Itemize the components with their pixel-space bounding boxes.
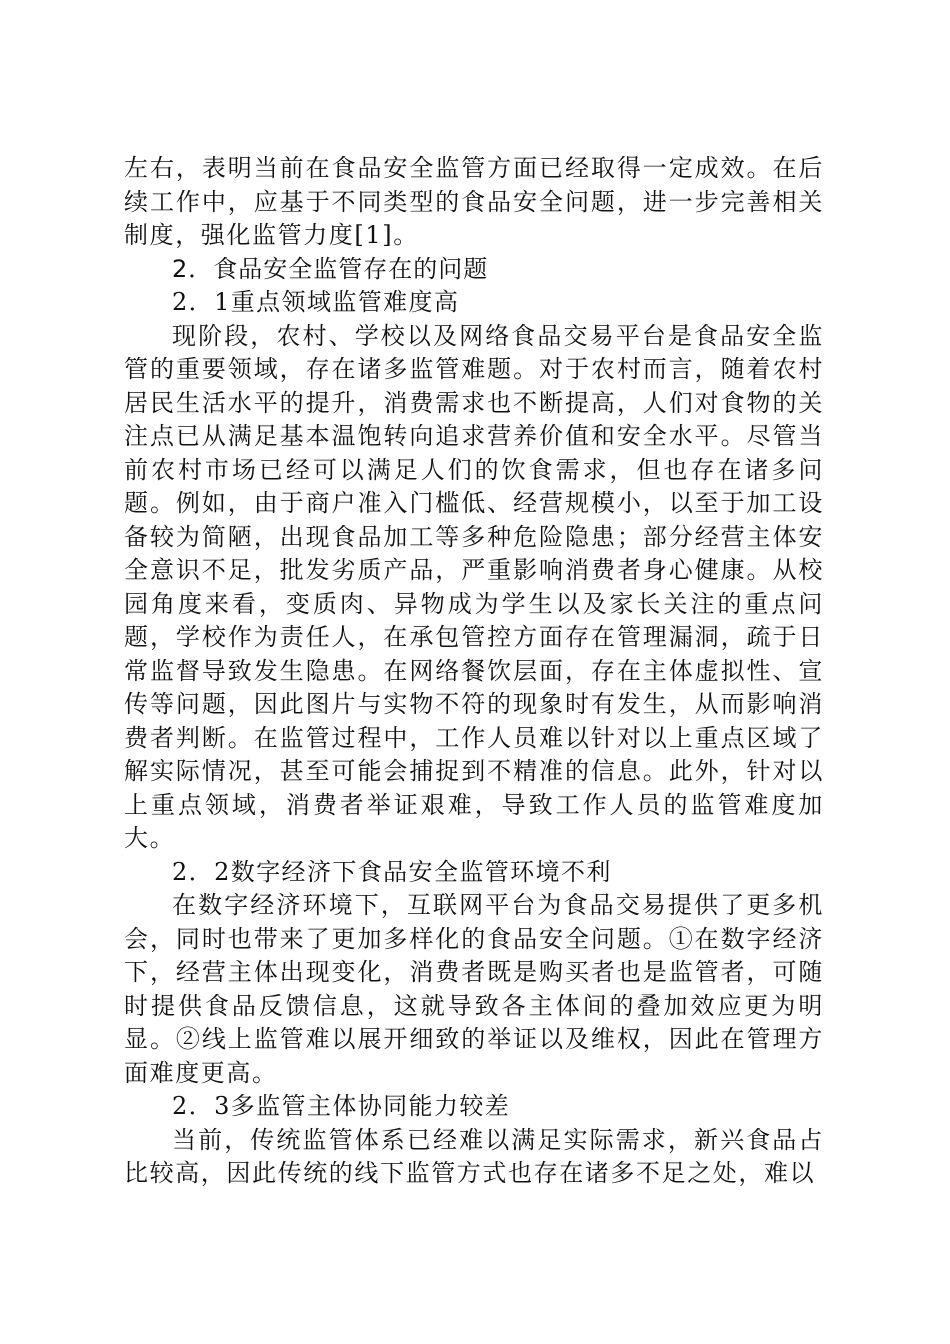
subsection-heading-2-2: 2．2数字经济下食品安全监管环境不利 <box>172 857 612 886</box>
paragraph-continuation: 左右，表明当前在食品安全监管方面已经取得一定成效。在后续工作中，应基于不同类型的食品安全问题，进一步完善相关制度，强化监管力度[1]。 <box>124 154 824 249</box>
section-heading-2: 2．食品安全监管存在的问题 <box>172 254 489 283</box>
paragraph-coordination: 当前，传统监管体系已经难以满足实际需求，新兴食品占比较高，因此传统的线下监管方式也存在诸多不足之处，难以 <box>124 1125 824 1187</box>
subsection-heading-2-3: 2．3多监管主体协同能力较差 <box>172 1092 511 1120</box>
subsection-heading-2-1: 2．1重点领域监管难度高 <box>172 288 460 316</box>
document-body <box>124 152 824 1191</box>
paragraph-key-areas: 现阶段，农村、学校以及网络食品交易平台是食品安全监管的重要领域，存在诸多监管难题。对于农村而言，随着农村居民生活水平的提升，消费需求也不断提高，人们对食物的关注点已从满足基本温饱转向追求营养价值和安全水平。尽管当前农村市场已经可以满足人们的饮食需求，但也存在诸多问题。例如，由于商户准入门槛低、经营规模小，以至于加工设备较为简陋，出现食品加工等多种危险隐患；部分经营主体安全意识不足，批发劣质产品，严重影响消费者身心健康。从校园角度来看，变质肉、异物成为学生以及家长关注的重点问题，学校作为责任人，在承包管控方面存在管理漏洞，疏于日常监督导致发生隐患。在网络餐饮层面，存在主体虚拟性、宣传等问题，因此图片与实物不符的现象时有发生，从而影响消费者判断。在监管过程中，工作人员难以针对以上重点区域了解实际情况，甚至可能会捕捉到不精准的信息。此外，针对以上重点领域，消费者举证艰难，导致工作人员的监管难度加大。 <box>124 321 824 852</box>
paragraph-digital-economy: 在数字经济环境下，互联网平台为食品交易提供了更多机会，同时也带来了更加多样化的食品安全问题。①在数字经济下，经营主体出现变化，消费者既是购买者也是监管者，可随时提供食品反馈信息，这就导致各主体间的叠加效应更为明显。②线上监管难以展开细致的举证以及维权，因此在管理方面难度更高。 <box>124 891 824 1087</box>
